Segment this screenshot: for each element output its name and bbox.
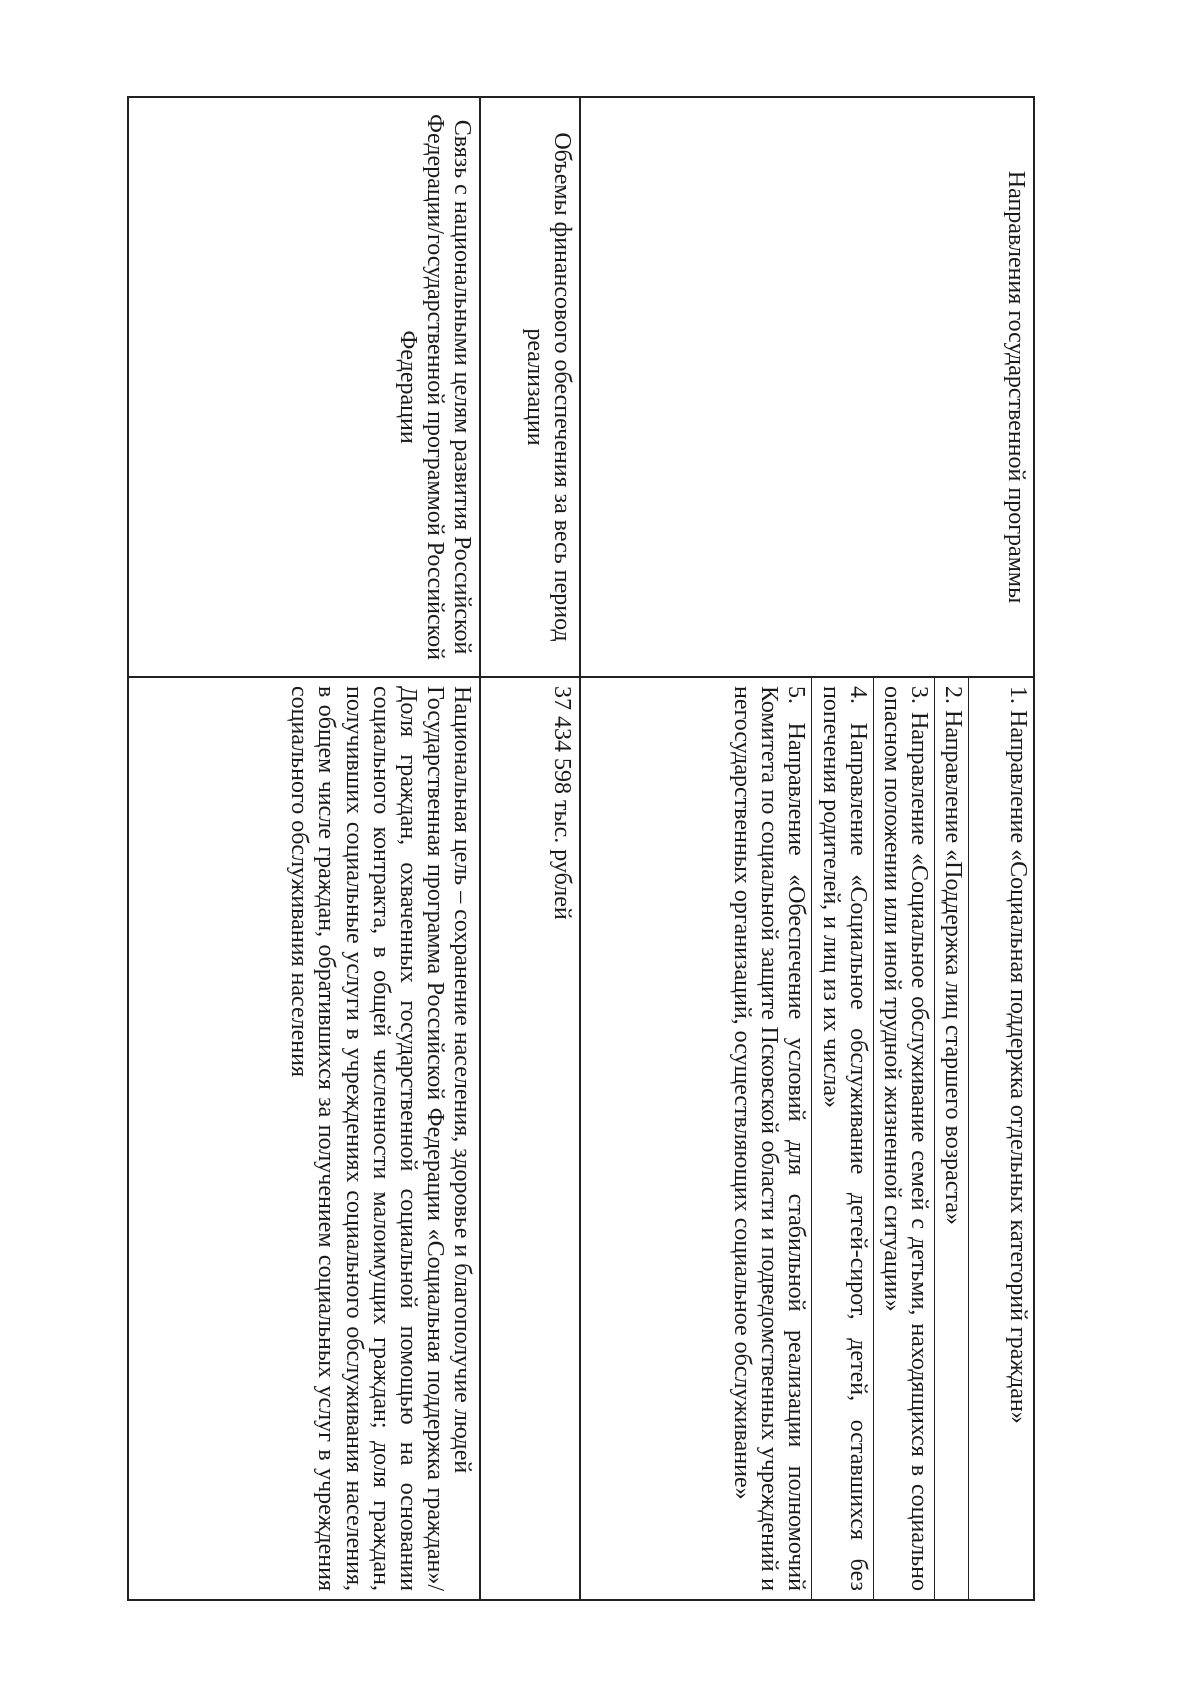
program-passport-table <box>127 96 1035 1601</box>
finance-value: 37 434 598 тыс. рублей <box>480 677 580 1600</box>
national-goal-text: Национальная цель – сохранение населения, здоровье и благополучие людей <box>449 686 475 1474</box>
goals-label: Связь с национальными целям развития Российской Федерации/государственной программой Российской Федерации <box>128 97 480 677</box>
directions-cell <box>580 677 1034 1600</box>
rotated-document <box>165 96 1035 1601</box>
table-row-directions <box>580 97 1034 1600</box>
state-program-text: Государственная программа Российской Федерации «Социальная поддержка граждан»/ Доля граждан, охваченных государственной социальной помощью на основании социального контракта, в общей численности малоимущих граждан; доля граждан, получивших социальные услуги в учреждениях социального обслуживания населения, в общем числе граждан, обратившихся за получением социальных услуг в учреждения социального обслуживания населения <box>286 686 448 1591</box>
direction-item-4: 4. Направление «Социальное обслуживание детей-сирот, детей, оставшихся без попечения родителей, и лиц из их числа» <box>811 678 872 1599</box>
finance-label: Объемы финансового обеспечения за весь период реализации <box>480 97 580 677</box>
directions-label: Направления государственной программы <box>580 97 1034 677</box>
direction-item-1: 1. Направление «Социальная поддержка отдельных категорий граждан» <box>968 678 1033 1599</box>
direction-item-2: 2. Направление «Поддержка лиц старшего возраста» <box>934 678 968 1599</box>
direction-item-5: 5. Направление «Обеспечение условий для стабильной реализации полномочий Комитета по социальной защите Псковской области и подведомственных учреждений и негосударственных организаций, осуществляющих социальное обслуживание» <box>729 686 810 1591</box>
table-row-goals <box>128 97 480 1600</box>
direction-item-3: 3. Направление «Социальное обслуживание семей с детьми, находящихся в социально опасном положении или иной трудной жизненной ситуации» <box>873 678 934 1599</box>
table-row-finance <box>480 97 580 1600</box>
directions-list <box>724 678 1033 1599</box>
goals-cell <box>128 677 480 1600</box>
